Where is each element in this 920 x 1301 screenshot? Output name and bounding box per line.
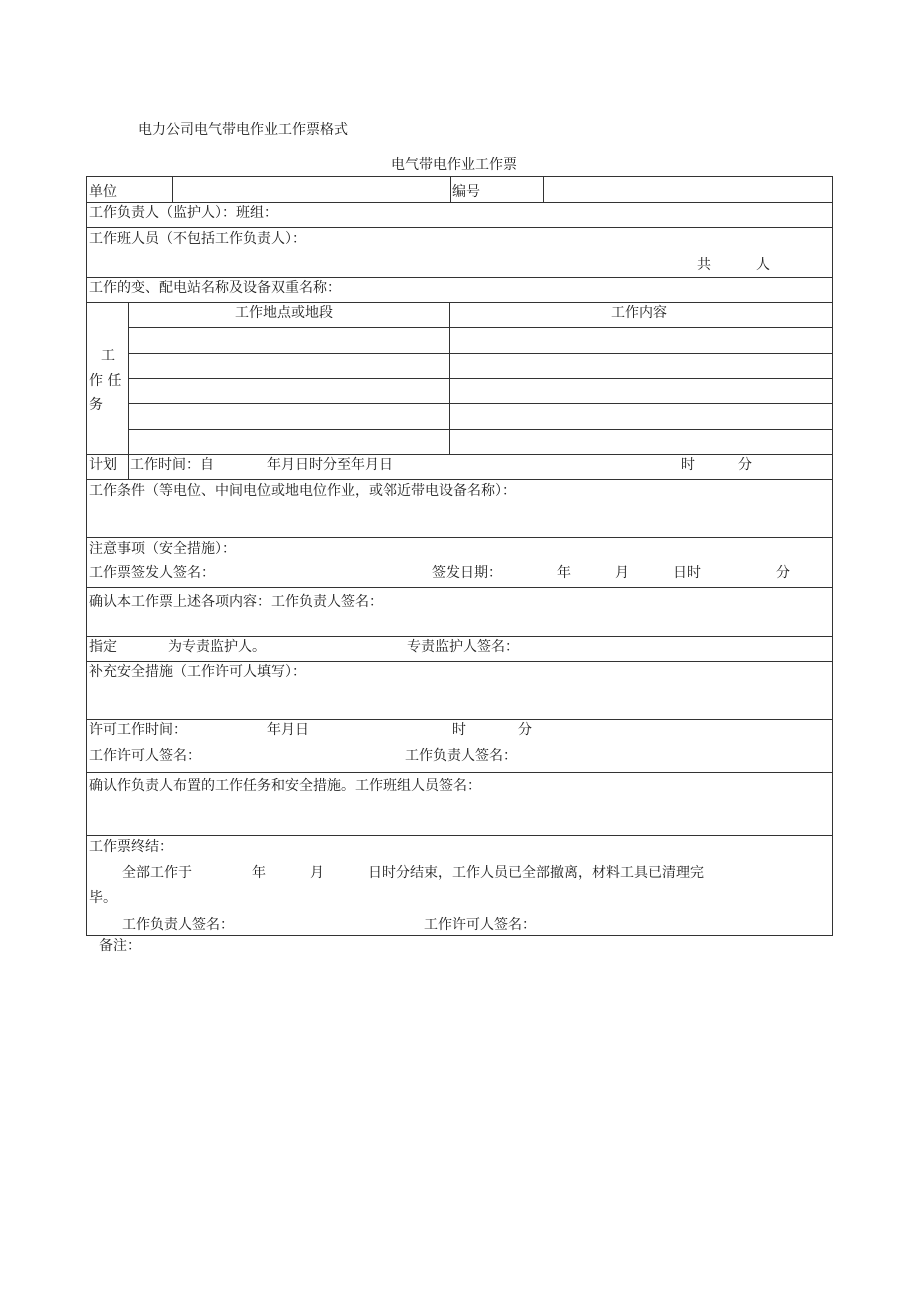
plan-label: 计划 (89, 457, 117, 473)
permit-time-label: 许可工作时间： (89, 722, 187, 738)
issue-date-label: 签发日期： (432, 565, 502, 581)
col-content-header: 工作内容 (611, 305, 667, 321)
termination-month: 月 (310, 865, 324, 881)
col-location-header: 工作地点或地段 (235, 305, 333, 321)
termination-line2: 毕。 (89, 890, 117, 906)
guardian-assign-prefix: 指定 (89, 639, 117, 655)
confirm-label: 确认本工作票上述各项内容：工作负责人签名： (89, 594, 383, 610)
guardian-sign-label: 专责监护人签名： (407, 639, 519, 655)
number-label: 编号 (452, 184, 480, 200)
conditions-label: 工作条件（等电位、中间电位或地电位作业，或邻近带电设备名称）： (89, 483, 516, 499)
termination-permitter-sign-label: 工作许可人签名： (424, 917, 536, 933)
issuer-label: 工作票签发人签名： (89, 565, 215, 581)
issue-minute: 分 (776, 565, 790, 581)
notes-label: 注意事项（安全措施）： (89, 541, 236, 557)
issue-month: 月 (615, 565, 629, 581)
remark-label: 备注： (99, 938, 141, 954)
issue-day-hour: 日时 (673, 565, 701, 581)
work-time-label: 工作时间：自 (130, 457, 214, 473)
task-side-label-2: 作 任 (89, 373, 122, 389)
work-time-minute: 分 (738, 457, 752, 473)
crew-total-suffix: 人 (756, 257, 770, 273)
task-side-label-3: 务 (89, 397, 103, 413)
termination-line1-prefix: 全部工作于 (122, 865, 192, 881)
work-ticket-form (86, 176, 833, 936)
permit-leader-sign-label: 工作负责人签名： (405, 748, 517, 764)
issue-year: 年 (557, 565, 571, 581)
permit-hour: 时 (452, 722, 466, 738)
form-title: 电气带电作业工作票 (391, 157, 517, 173)
unit-label: 单位 (89, 184, 117, 200)
work-time-hour: 时 (681, 457, 695, 473)
crew-total-prefix: 共 (697, 257, 711, 273)
termination-label: 工作票终结： (89, 839, 173, 855)
work-time-date: 年月日时分至年月日 (267, 457, 393, 473)
station-label: 工作的变、配电站名称及设备双重名称： (89, 280, 341, 296)
leader-label: 工作负责人（监护人）：班组： (89, 205, 278, 221)
permit-minute: 分 (518, 722, 532, 738)
termination-leader-sign-label: 工作负责人签名： (122, 917, 234, 933)
permitter-sign-label: 工作许可人签名： (89, 748, 201, 764)
guardian-assign-suffix: 为专责监护人。 (168, 639, 266, 655)
permit-date: 年月日 (267, 722, 309, 738)
crew-label: 工作班人员（不包括工作负责人）： (89, 231, 306, 247)
supplement-label: 补充安全措施（工作许可人填写）： (89, 664, 306, 680)
termination-line1-rest: 日时分结束，工作人员已全部撤离，材料工具已清理完 (368, 865, 704, 881)
page-title: 电力公司电气带电作业工作票格式 (138, 122, 348, 138)
task-side-label-1: 工 (101, 348, 115, 364)
crew-confirm-label: 确认作负责人布置的工作任务和安全措施。工作班组人员签名： (89, 778, 481, 794)
termination-year: 年 (252, 865, 266, 881)
